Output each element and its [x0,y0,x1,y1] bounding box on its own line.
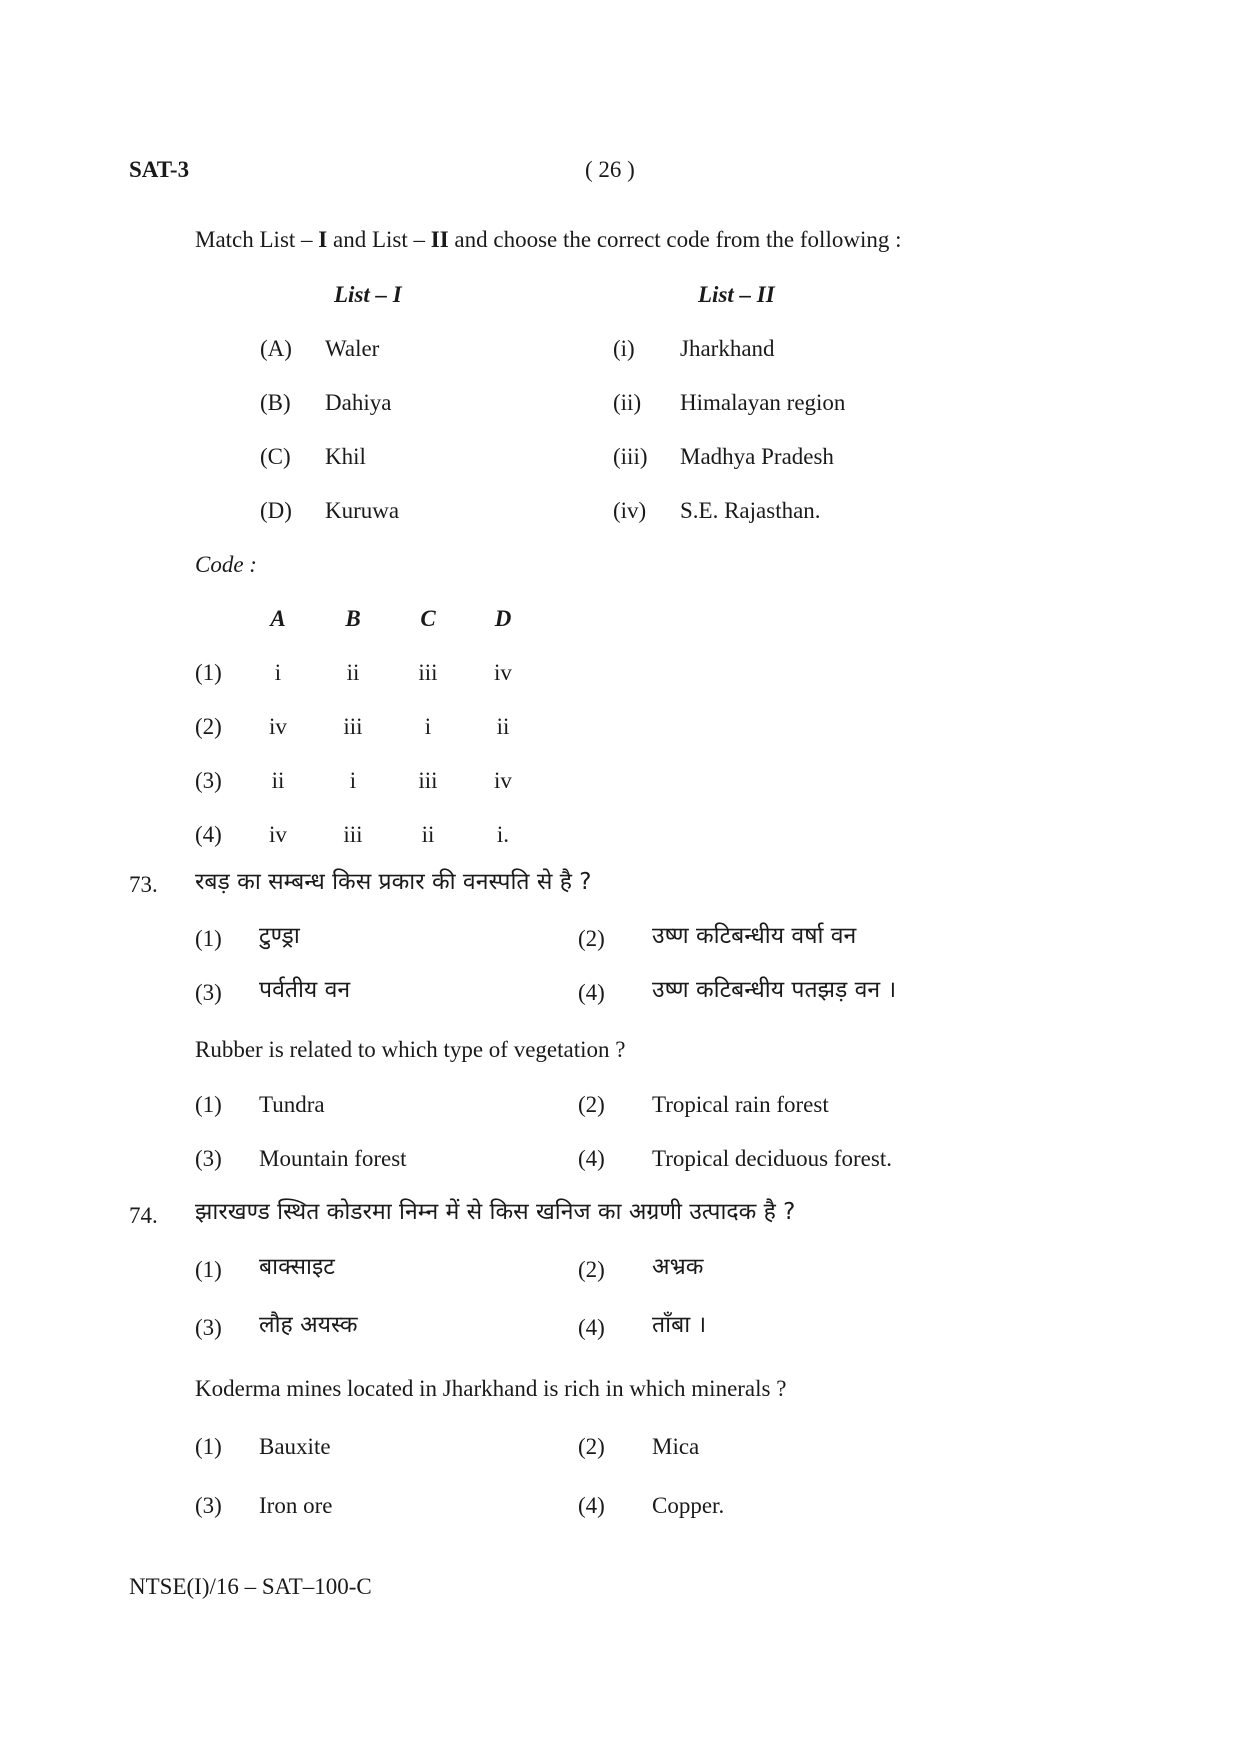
code-cell: i [349,768,357,793]
option-number: (1) [195,1434,222,1459]
option-number: (2) [578,1092,605,1117]
list-2-title: List – II [698,282,775,307]
code-header: B [345,606,361,631]
code-cell: ii [271,768,285,793]
option-hindi: उष्ण कटिबन्धीय वर्षा वन [652,923,857,949]
header-code: SAT-3 [129,157,190,182]
option-hindi: अभ्रक [652,1254,704,1280]
list-2-item: Madhya Pradesh [680,444,834,469]
code-cell: iii [343,822,363,847]
code-header: D [494,606,512,631]
code-option-number: (3) [195,768,222,793]
option-hindi: ताँबा । [652,1312,707,1338]
footer-code: NTSE(I)/16 – SAT–100-C [129,1574,372,1599]
code-cell: i. [496,822,510,847]
option-english: Mountain forest [259,1146,407,1171]
option-english: Tropical rain forest [652,1092,829,1117]
code-cell: iv [269,714,287,739]
option-english: Bauxite [259,1434,331,1459]
option-number: (1) [195,1257,222,1282]
option-number: (3) [195,1493,222,1518]
list-2-label: (iv) [613,498,647,523]
list-1-item: Khil [325,444,366,469]
list-1-label: (A) [260,336,292,361]
list-2-label: (ii) [613,390,642,415]
code-cell: iv [494,660,512,685]
question-hindi: झारखण्ड स्थित कोडरमा निम्न में से किस खनिज का अग्रणी उत्पादक है ? [195,1199,796,1225]
option-english: Tropical deciduous forest. [652,1146,892,1171]
code-label: Code : [195,552,257,577]
option-english: Tundra [259,1092,325,1117]
code-cell: i [274,660,282,685]
option-hindi: पर्वतीय वन [259,977,351,1003]
option-number: (1) [195,1092,222,1117]
option-english: Iron ore [259,1493,333,1518]
option-hindi: टुण्ड्रा [259,923,300,949]
question-english: Koderma mines located in Jharkhand is rich in which minerals ? [195,1376,787,1401]
code-cell: iv [269,822,287,847]
code-cell: ii [421,822,435,847]
list-1-item: Waler [325,336,380,361]
page-number: ( 26 ) [585,157,635,182]
match-instruction: Match List – I and List – II and choose the correct code from the following : [195,227,902,252]
question-number: 74. [129,1203,158,1228]
list-2-label: (i) [613,336,635,361]
option-number: (4) [578,1146,605,1171]
code-header: C [420,606,436,631]
option-number: (2) [578,926,605,951]
option-number: (4) [578,980,605,1005]
list-1-item: Kuruwa [325,498,400,523]
code-cell: iii [418,768,438,793]
option-english: Copper. [652,1493,725,1518]
list-1-label: (C) [260,444,291,469]
code-header: A [270,606,286,631]
list-1-label: (D) [260,498,292,523]
option-number: (3) [195,980,222,1005]
option-number: (4) [578,1315,605,1340]
option-number: (2) [578,1434,605,1459]
code-cell: i [424,714,432,739]
list-1-label: (B) [260,390,291,415]
question-number: 73. [129,872,158,897]
option-number: (2) [578,1257,605,1282]
code-cell: iv [494,768,512,793]
list-1-title: List – I [334,282,402,307]
option-hindi: उष्ण कटिबन्धीय पतझड़ वन । [652,977,897,1003]
option-number: (3) [195,1315,222,1340]
code-option-number: (4) [195,822,222,847]
list-2-label: (iii) [613,444,648,469]
option-english: Mica [652,1434,700,1459]
code-cell: iii [418,660,438,685]
code-cell: ii [346,660,360,685]
code-option-number: (1) [195,660,222,685]
option-number: (4) [578,1493,605,1518]
code-option-number: (2) [195,714,222,739]
option-number: (1) [195,926,222,951]
question-english: Rubber is related to which type of vegetation ? [195,1037,626,1062]
list-2-item: S.E. Rajasthan. [680,498,821,523]
list-2-item: Jharkhand [680,336,775,361]
list-1-item: Dahiya [325,390,392,415]
list-2-item: Himalayan region [680,390,846,415]
option-hindi: लौह अयस्क [259,1312,358,1338]
code-cell: iii [343,714,363,739]
code-cell: ii [496,714,510,739]
option-number: (3) [195,1146,222,1171]
option-hindi: बाक्साइट [259,1254,335,1280]
question-hindi: रबड़ का सम्बन्ध किस प्रकार की वनस्पति से है ? [195,869,592,895]
